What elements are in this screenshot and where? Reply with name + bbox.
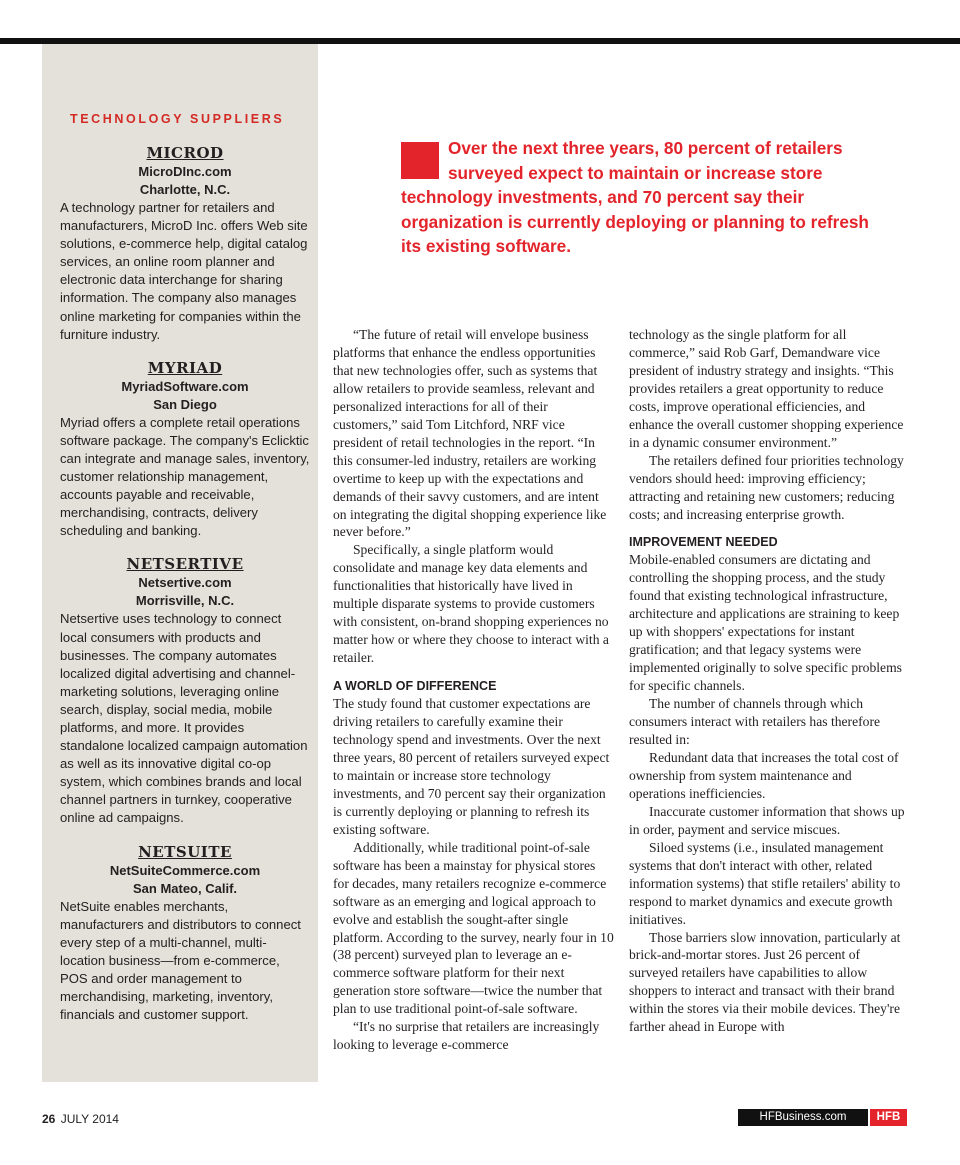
site-url: HFBusiness.com xyxy=(738,1109,868,1126)
body-paragraph: Those barriers slow innovation, particularly at brick-and-mortar stores. Just 26 percent of surveyed retailers have capabilities to allow shoppers to interact and transact with their brand within the stores via their mobile devices. They're farther ahead in Europe with xyxy=(629,929,901,1035)
supplier-url: Netsertive.com xyxy=(138,575,232,591)
body-paragraph: The study found that customer expectations are driving retailers to carefully examine their technology spend and investments. Over the next three years, 80 percent of retailers surveyed expect to maintain or increase store technology investments, and 70 percent say their organization is currently deploying or planning to refresh its existing software. xyxy=(333,696,610,837)
supplier-location: Charlotte, N.C. xyxy=(139,182,231,197)
section-subhead: A WORLD OF DIFFERENCE xyxy=(333,679,497,694)
supplier-url: NetSuiteCommerce.com xyxy=(109,862,261,878)
supplier-entry xyxy=(60,359,310,541)
supplier-name: MICROD xyxy=(146,144,224,162)
pull-quote-text: Over the next three years, 80 percent of retailers surveyed expect to maintain or increase store technology investments, and 70 percent say their organization is currently deploying or planning to refresh its existing software. xyxy=(401,138,869,256)
supplier-location: Morrisville, N.C. xyxy=(135,593,235,609)
page-number: 26 xyxy=(42,1112,56,1126)
section-subhead: IMPROVEMENT NEEDED xyxy=(629,535,778,550)
supplier-name: NETSERTIVE xyxy=(126,555,244,574)
body-paragraph: Inaccurate customer information that shows up in order, payment and service miscues. xyxy=(629,803,905,837)
issue-date: JULY 2014 xyxy=(60,1112,119,1126)
supplier-url: MicroDInc.com xyxy=(138,164,232,179)
body-paragraph: The retailers defined four priorities technology vendors should heed: improving efficiency; attracting and retaining new customers; reducing costs; and increasing enterprise growth. xyxy=(629,452,904,522)
supplier-url: MyriadSoftware.com xyxy=(121,378,249,394)
body-paragraph: technology as the single platform for all commerce,” said Rob Garf, Demandware vice president of industry strategy and insights. “This provides retailers a great opportunity to reduce costs, improve operational efficiencies, and enhance the overall customer shopping experience in a dynamic consumer environment.” xyxy=(629,327,904,450)
pull-quote xyxy=(401,136,891,259)
body-column-left xyxy=(333,326,614,1054)
body-column-right xyxy=(629,326,910,1036)
body-paragraph: “It's no surprise that retailers are increasingly looking to leverage e-commerce xyxy=(333,1019,600,1053)
supplier-entry xyxy=(60,843,310,1025)
supplier-entry xyxy=(60,144,310,344)
body-paragraph: The number of channels through which consumers interact with retailers has therefore resulted in: xyxy=(629,696,880,748)
supplier-location: San Diego xyxy=(153,396,217,412)
body-paragraph: “The future of retail will envelope business platforms that enhance the endless opportunities that new technologies offer, such as systems that allow retailers to provide seamless, relevant and personalized interactions for all of their customers,” said Tom Litchford, NRF vice president of retail technologies in the report. “In this consumer-led industry, retailers are working overtime to keep up with the expectations and demands of their savvy customers, and are intent on integrating the digital shopping experience like never before.” xyxy=(333,327,607,540)
body-paragraph: Siloed systems (i.e., insulated management systems that don't interact with other, related information systems) that stifle retailers' ability to respond to market dynamics and execute growth initiatives. xyxy=(629,839,901,927)
supplier-description: Netsertive uses technology to connect local consumers with products and businesses. The company automates localized digital advertising and channel-marketing solutions, leveraging online search, display, social media, mobile platforms, and more. It provides standalone localized campaign automation as well as its innovative digital co-op system, which combines brands and local channel partners in turnkey, cooperative online ad campaigns. xyxy=(60,611,308,826)
supplier-description: Myriad offers a complete retail operations software package. The company's Eclicktic can integrate and manage sales, inventory, customer relationship management, accounts payable and receivable, merchandising, contracts, delivery scheduling and banking. xyxy=(60,414,310,539)
supplier-entry xyxy=(60,555,310,827)
body-paragraph: Specifically, a single platform would consolidate and manage key data elements and functionalities that historically have lived in multiple disparate systems to provide customers with consistent, on-brand shopping experiences no matter how or where they choose to interact with a retailer. xyxy=(333,542,609,666)
supplier-name: MYRIAD xyxy=(147,358,223,377)
hfb-logo: HFB xyxy=(870,1109,907,1126)
sidebar-heading: TECHNOLOGY SUPPLIERS xyxy=(70,112,285,126)
body-paragraph: Redundant data that increases the total cost of ownership from system maintenance and operations inefficiencies. xyxy=(629,749,899,801)
pull-quote-square-icon xyxy=(401,142,439,179)
supplier-name: NETSUITE xyxy=(138,842,232,861)
page-folio xyxy=(42,1112,119,1126)
supplier-description: NetSuite enables merchants, manufacturers and distributors to connect every step of a multi-channel, multi-location business—from e-commerce, POS and order management to merchandising, marketing, inventory, financials and customer support. xyxy=(60,898,301,1023)
technology-suppliers-sidebar xyxy=(42,44,318,1082)
body-paragraph: Mobile-enabled consumers are dictating and controlling the shopping process, and the study found that existing technological infrastructure, architecture and applications are straining to keep up with shoppers' expectations for instant gratification; and that legacy systems were implemented originally to solve specific problems for specific channels. xyxy=(629,552,902,694)
supplier-description: A technology partner for retailers and manufacturers, MicroD Inc. offers Web site solutions, e-commerce help, digital catalog services, an online room planner and electronic data interchange for sharing information. The company also manages online marketing for companies within the furniture industry. xyxy=(60,200,308,342)
supplier-location: San Mateo, Calif. xyxy=(132,880,238,896)
body-paragraph: Additionally, while traditional point-of-sale software has been a mainstay for physical stores for decades, many retailers recognize e-commerce software as an emerging and logical approach to evolve and establish the sought-after single platform. According to the survey, nearly four in 10 (38 percent) surveyed plan to leverage an e-commerce software platform for their next generation store software—twice the number that plan to use traditional point-of-sale software. xyxy=(333,839,614,1017)
